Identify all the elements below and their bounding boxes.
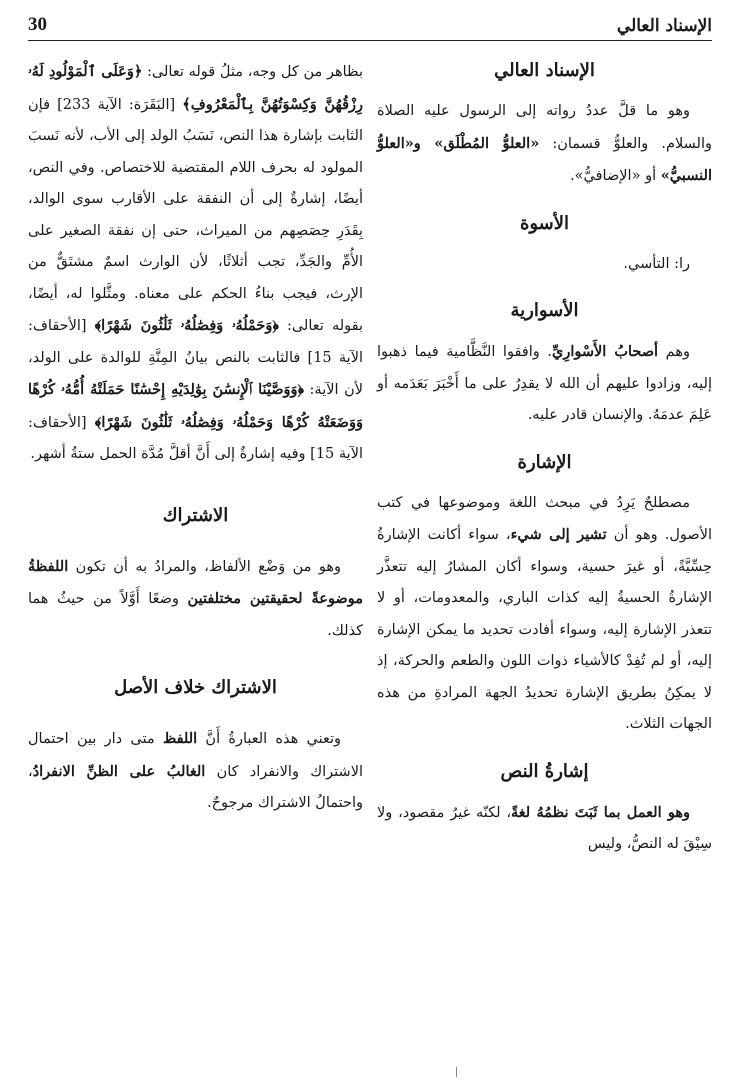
header-title: الإسناد العالي (616, 16, 712, 36)
entry-text-ishara-nass: وهو العمل بما ثَبَتَ نظمُهُ لغةً، لكنّه غيرُ مقصود، ولا سِيْقَ له النصُّ، وليس (377, 803, 712, 852)
entry-text-isnad: وهو ما قلَّ عددُ رواته إلى الرسول عليه الصلاة والسلام. والعلوُّ قسمان: «العلوُّ المُطْلَق» و«العلوُّ النسبيُّ» أو «الإضافيُّ». (377, 103, 712, 184)
page-mark (456, 1067, 457, 1077)
entry-heading-aswariyya: الأسوارية (510, 300, 579, 321)
page-number: 30 (28, 14, 47, 35)
entry-text-ishtirak-khilaf: وتعني هذه العبارةُ أَنَّ اللفظ متى دار بين احتمال الاشتراك والانفراد كان الغالبُ على الظنِّ الانفرادُ، واحتمالُ الاشتراك مرجوحٌ. (28, 730, 363, 811)
entry-heading-isnad: الإسناد العالي (494, 60, 595, 81)
entry-heading-ishara-nass: إشارةُ النص (500, 760, 589, 782)
entry-text-uswa: را: التأسي. (623, 255, 690, 272)
left-column (28, 56, 363, 820)
running-head (28, 8, 712, 41)
right-column (377, 56, 712, 861)
quran-verse: ﴿وَعَلَى ٱلْمَوْلُودِ لَهُۥ رِزْقُهُنَّ وَكِسْوَتُهُنَّ بِٱلْمَعْرُوفِ﴾ (28, 63, 364, 113)
quran-verse: ﴿وَحَمْلُهُۥ وَفِصَٰلُهُۥ ثَلَٰثُونَ شَهْرًا﴾ (94, 317, 279, 334)
entry-text-ishara-nass-continued: بظاهر من كل وجه، مثلُ قوله تعالى: ﴿وَعَلَى ٱلْمَوْلُودِ لَهُۥ رِزْقُهُنَّ وَكِسْوَتُهُنَّ بِٱلْمَعْرُوفِ﴾ [البَقَرَة: الآية 233] فإن الثابت بإشارة هذا النص، نَسَبُ الولد إلى الأب، لأنه نَسبَ المولود له بحرف اللام المقتضية للاختصاص. وفي النص، أيضًا، إشارةٌ إلى أن النفقة على الأقارب سوى الوالد، بِقَدَرِ حِصَصِهم من الميراث، حتى إن نفقة الصغير على الأُمِّ والجَدِّ، تجب أثلاثًا، لأن الوارث اسمٌ مشتَقٌّ من الإرث، فيجب بناءُ الحكم على معناه. ومثَّلوا له، أيضًا، بقوله تعالى: ﴿وَحَمْلُهُۥ وَفِصَٰلُهُۥ ثَلَٰثُونَ شَهْرًا﴾ [الأحقاف: الآية 15] فالثابت بالنص بيانُ المِنَّةِ للوالدة على الولد، لأن الآية: ﴿وَوَصَّيْنَا ٱلْإِنسَٰنَ بِوَٰلِدَيْهِ إِحْسَٰنًا حَمَلَتْهُ أُمُّهُۥ كُرْهًا وَوَضَعَتْهُ كُرْهًا وَحَمْلُهُۥ وَفِصَٰلُهُۥ ثَلَٰثُونَ شَهْرًا﴾ [الأحقاف: الآية 15] وفيه إشارةٌ إلى أَنَّ أقلَّ مُدَّة الحمل ستةُ أشهر. (28, 63, 364, 462)
entry-text-ishara: مصطلحٌ يَرِدُ في مبحث اللغة وموضوعها في كتب الأصول. وهو أن تشير إلى شيء، سواء أكانت الإشارةُ حِسِّيَّةً، أو غيرَ حسية، وسواء أكان المشارُ إليه تتعذَّر الإشارةُ الحسيةُ إليه كذات الباري، والمعدومات، أو لا تتعذر الإشارة إليه، وسواء أفادت تحديد ما يمكن الإشارة إليه، أو لم تُفِدْ كالأشياء ذوات اللون والطعم والحركة، إذ لا يمكِنُ بطريق الإشارة تحديدُ الجهة المرادةِ من هذه الجهات الثلاث. (377, 494, 712, 732)
entry-heading-ishtirak: الاشتراك (162, 504, 229, 526)
quran-verse: ﴿وَوَصَّيْنَا ٱلْإِنسَٰنَ بِوَٰلِدَيْهِ إِحْسَٰنًا حَمَلَتْهُ أُمُّهُۥ كُرْهًا وَوَضَعَتْهُ كُرْهًا وَحَمْلُهُۥ وَفِصَٰلُهُۥ ثَلَٰثُونَ شَهْرًا﴾ (28, 381, 363, 431)
entry-heading-ishara: الإشارة (517, 451, 572, 473)
entry-heading-uswa: الأسوة (519, 212, 570, 234)
entry-heading-ishtirak-khilaf: الاشتراك خلاف الأصل (114, 677, 277, 698)
entry-text-ishtirak: وهو من وَضْع الألفاظ، والمرادُ به أن تكون اللفظةُ موضوعةً لحقيقتين مختلفتين وضعًا أَوَّلاً من حيثُ هما كذلك. (28, 557, 364, 639)
entry-text-aswariyya: وهم أصحابُ الأَسْوارِيِّ. وافقوا النَّظَّامية فيما ذهبوا إليه، وزادوا عليهم أن الله لا يقدِرُ على ما أَخْبَرَ بَعَدَمه أو عَلِمَ عدمَهُ. والإنسان قادر عليه. (377, 343, 712, 423)
